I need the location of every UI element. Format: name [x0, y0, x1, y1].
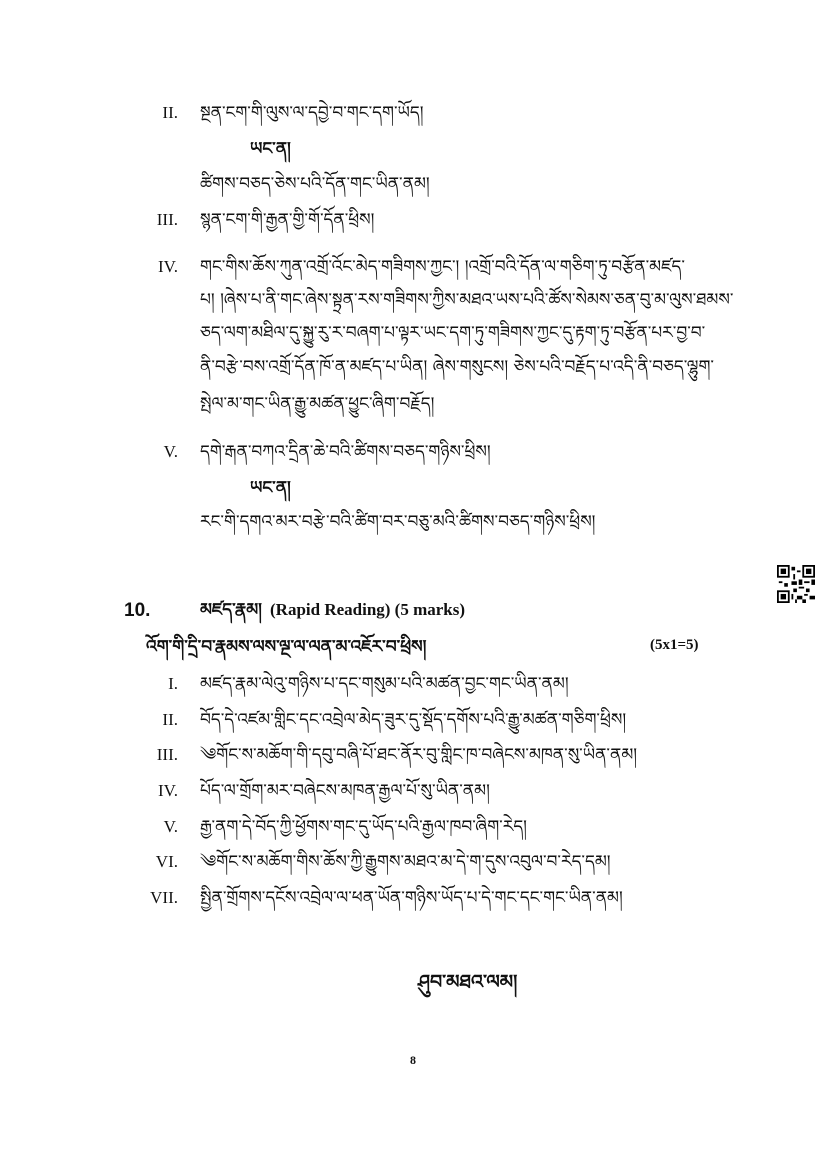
question-number: IV.: [158, 781, 178, 800]
q9-item-text: དགེ་རྒན་བཀའ་དྲིན་ཆེ་བའི་ཚིགས་བཅད་གཉིས་ཕྲིས།: [200, 442, 491, 462]
question-text: པོད་ལ་གྲོག་མར་བཞེངས་མཁན་རྒྱལ་པོ་སུ་ཡིན་ནམ།: [200, 781, 490, 801]
section-title-tibetan: མཛད་རྣམ།: [200, 600, 262, 620]
q9-item-text: ཚིགས་བཅད་ཅེས་པའི་དོན་གང་ཡིན་ནམ།: [200, 174, 430, 194]
section-marks: (5x1=5): [650, 637, 699, 653]
question-number: I.: [168, 674, 178, 693]
alternative-label: ཡང་ན།: [250, 139, 291, 159]
question-number: V.: [163, 817, 178, 836]
question-number: II.: [162, 710, 178, 729]
question-text: རྒྱ་ནག་དེ་བོད་ཀྱི་ཕྱོགས་གང་དུ་ཡོད་པའི་རྒྱལ་ཁབ་ཞིག་རེད།: [200, 817, 527, 837]
q9-passage-line: ནི་བརྩེ་བས་འགྲོ་དོན་ཁོ་ན་མཛད་པ་ཡིན། ཞེས་གསུངས། ཅེས་པའི་བརྗོད་པ་འདི་ནི་བཅད་ལྷུག་: [200, 357, 715, 377]
q9-item-number: III.: [156, 210, 178, 229]
q9-passage-line: གང་གིས་ཆོས་ཀུན་འགྲོ་འོང་མེད་གཟིགས་ཀྱང་། །འགྲོ་བའི་དོན་ལ་གཅིག་ཏུ་བརྩོན་མཛད་: [200, 257, 685, 277]
question-text: ༄གོང་ས་མཆོག་གི་དབུ་བཞི་པོ་ཐང་ནོར་བུ་གླིང་ཁ་བཞེངས་མཁན་སུ་ཡིན་ནམ།: [200, 745, 638, 765]
q9-item-text: སྙན་ངག་གི་རྒྱན་གྱི་གོ་དོན་ཕྲིས།: [200, 210, 375, 230]
q9-item-number: IV.: [158, 257, 178, 276]
q9-passage-line: པ། །ཞེས་པ་ནི་གང་ཞེས་སྟྲན་རས་གཟིགས་ཀྱིས་མཐའ་ཡས་པའི་ཚོས་སེམས་ཅན་བུ་མ་ལུས་ཐམས་: [200, 290, 734, 310]
section-title-english: (Rapid Reading) (5 marks): [270, 600, 466, 619]
qr-code-icon: [777, 565, 815, 603]
q9-passage-line: སྤེལ་མ་གང་ཡིན་རྒྱུ་མཚན་ཕྱུང་ཞིག་བརྗོད།: [200, 394, 435, 414]
question-number: VI.: [155, 852, 178, 871]
closing-text: ཤུབ་མཐའ་ལམ།: [418, 971, 518, 993]
q9-item-number: V.: [163, 442, 178, 461]
section-instruction: འོག་གི་དྲི་བ་རྣམས་ལས་ལྔ་ལ་ལན་མ་འཇོར་བ་ཕྲིས།: [146, 637, 427, 657]
question-text: མཛད་རྣམ་ལེའུ་གཉིས་པ་དང་གསུམ་པའི་མཚན་བྱང་གང་ཡིན་ནམ།: [200, 674, 569, 694]
question-text: ༄གོང་ས་མཆོག་གིས་ཆོས་ཀྱི་རྒྱུགས་མཐའ་མ་དེ་ག་དུས་འབུལ་བ་རེད་དམ།: [200, 852, 611, 872]
section-number: 10.: [124, 600, 151, 621]
question-text: བོད་དེ་འཛམ་གླིང་དང་འབྲེལ་མེད་ཟུར་དུ་སྡོད་དགོས་པའི་རྒྱུ་མཚན་གཅིག་ཕྲིས།: [200, 710, 627, 730]
alternative-label: ཡང་ན།: [250, 478, 291, 498]
question-number: VII.: [150, 888, 178, 907]
question-number: III.: [156, 745, 178, 764]
q9-item-text: སྔན་ངག་གི་ལུས་ལ་དབྱེ་བ་གང་དག་ཡོད།: [200, 103, 424, 123]
q9-item-number: II.: [162, 103, 178, 122]
page-number: 8: [410, 1053, 416, 1067]
q9-item-text: རང་གི་དགའ་མར་བརྩེ་བའི་ཚིག་བར་བཅུ་མའི་ཚིགས་བཅད་གཉིས་ཕྲིས།: [200, 512, 596, 532]
question-text: སྤྱིན་གྲོགས་དངོས་འབྲེལ་ལ་ཕན་ཡོན་གཉིས་ཡོད་པ་དེ་གང་དང་གང་ཡིན་ནམ།: [200, 888, 623, 908]
q9-passage-line: ཅད་ལག་མཐིལ་དུ་སྐྱུ་རུ་ར་བཞག་པ་ལྟར་ཡང་དག་ཏུ་གཟིགས་ཀྱང་དུ་རྟག་ཏུ་བརྩོན་པར་བྱ་བ་: [200, 323, 706, 343]
